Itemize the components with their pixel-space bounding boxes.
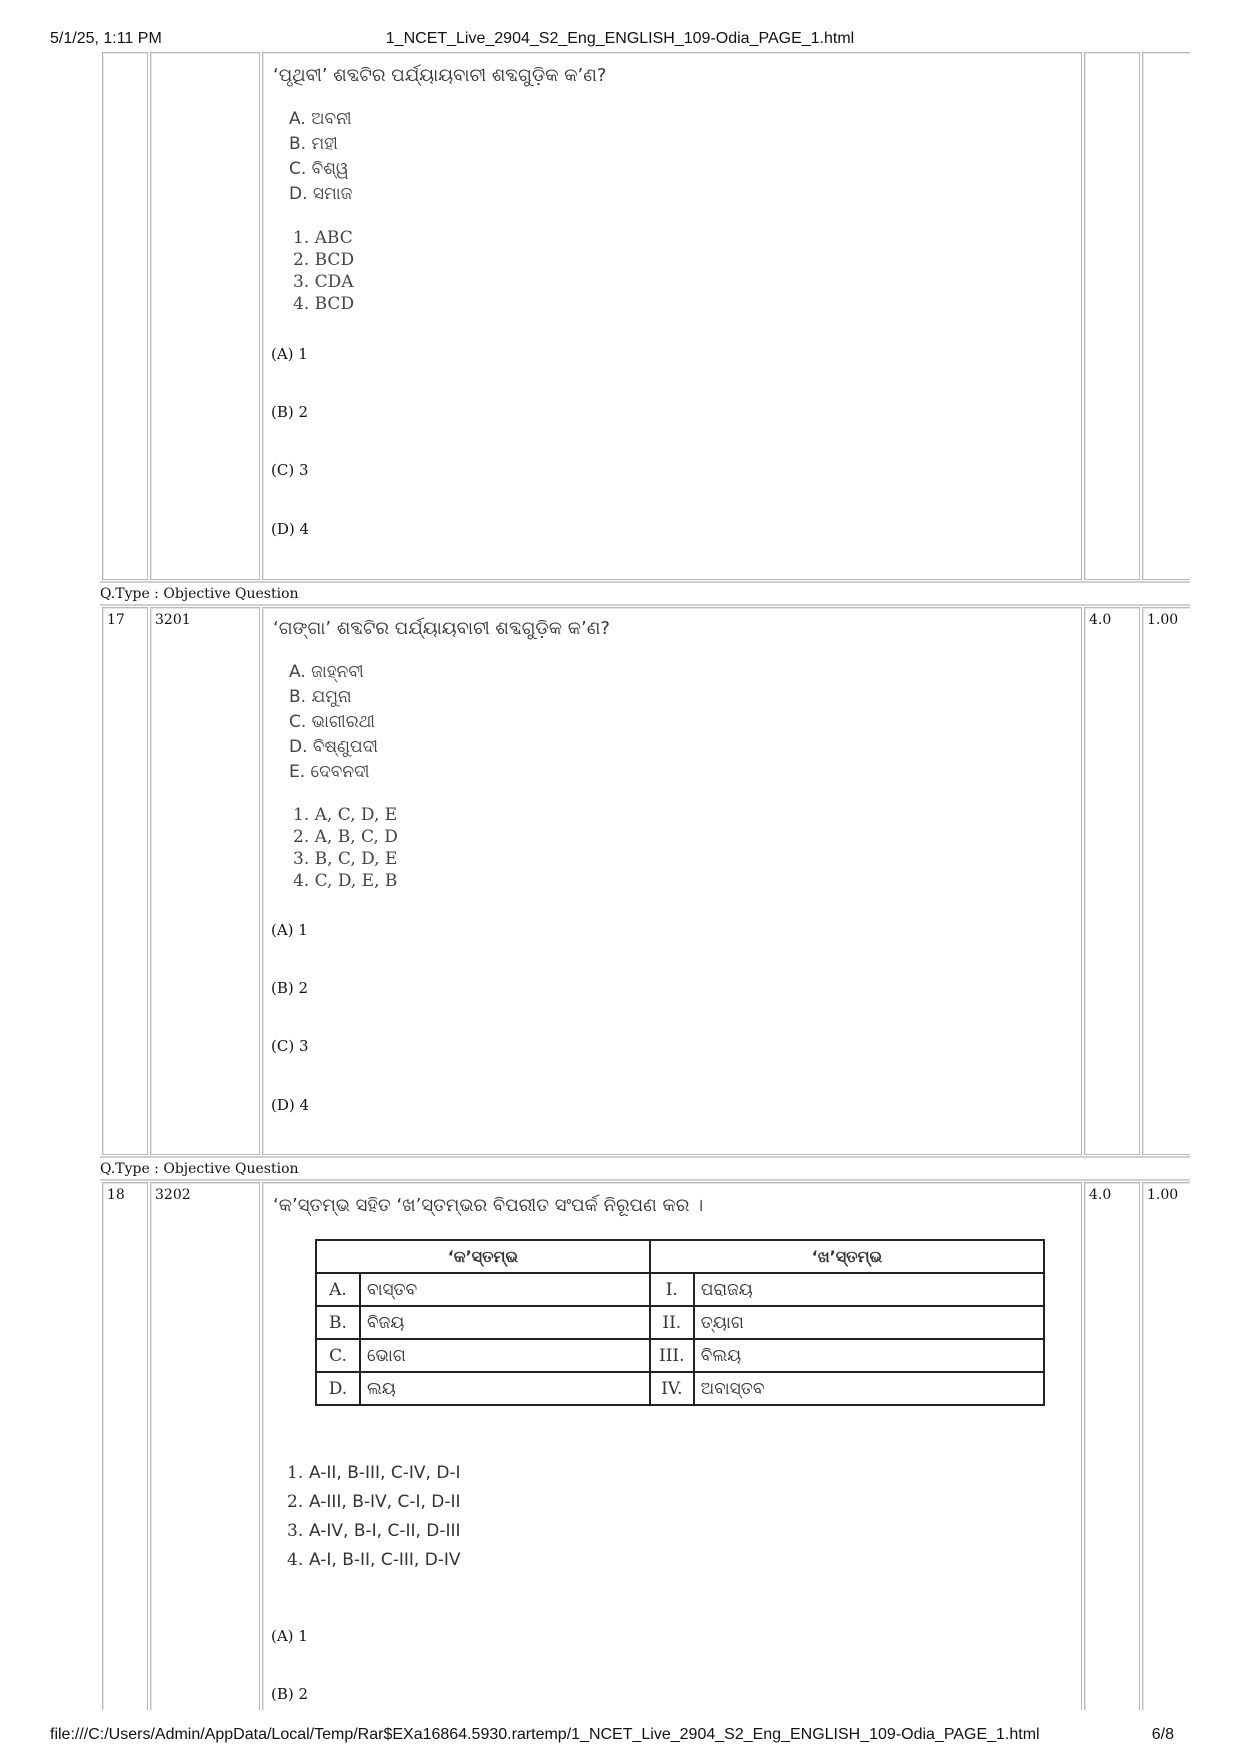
option-item: C. ଭାଗୀରଥୀ: [289, 712, 376, 732]
right-value: ତ୍ୟାଗ: [694, 1306, 1044, 1339]
option-item: D. ବିଷ୍ଣୁପଦୀ: [289, 737, 379, 757]
negative-marks-value: 1.00: [1147, 1187, 1179, 1203]
right-key: I.: [650, 1273, 694, 1306]
negative-marks-cell: [1142, 52, 1190, 580]
right-value: ବିଲୟ: [694, 1339, 1044, 1372]
choice-item: [287, 1546, 461, 1575]
choice-item: 2. A, B, C, D: [293, 827, 398, 847]
choice-number: 3.: [287, 1521, 304, 1541]
negative-marks-cell: [1142, 607, 1190, 1155]
choice-item: 4. C, D, E, B: [293, 871, 398, 891]
marks-value: 4.0: [1089, 612, 1112, 628]
choice-item: [287, 1517, 461, 1546]
right-key: III.: [650, 1339, 694, 1372]
question-type-label: Q.Type : Objective Question: [100, 586, 299, 602]
choice-item: [287, 1459, 461, 1488]
marks-value: 4.0: [1089, 1187, 1112, 1203]
answer-option-a: (A) 1: [271, 345, 308, 363]
question-sheet: [100, 52, 1190, 1710]
answer-option-a: (A) 1: [271, 1627, 308, 1645]
option-item: D. ସମାଜ: [289, 184, 353, 204]
option-item: A. ଅବନୀ: [289, 109, 352, 129]
option-item: B. ଯମୁନା: [289, 687, 352, 707]
question-id: 3201: [155, 612, 191, 628]
question-row-17: [100, 607, 1190, 1155]
answer-option-b: (B) 2: [271, 403, 309, 421]
match-table-row: [316, 1372, 1044, 1405]
negative-marks-value: 1.00: [1147, 612, 1179, 628]
answer-option-c: (C) 3: [271, 1037, 309, 1055]
serial-cell: [102, 1182, 148, 1710]
option-item: E. ଦେବନଦୀ: [289, 762, 370, 782]
option-item: B. ମହୀ: [289, 134, 338, 154]
divider: [100, 1179, 1190, 1181]
choice-number: 4.: [287, 1550, 304, 1570]
right-key: II.: [650, 1306, 694, 1339]
choice-item: 1. ABC: [293, 228, 353, 248]
right-value: ପରାଜୟ: [694, 1273, 1044, 1306]
choice-list: [293, 227, 354, 315]
negative-marks-cell: [1142, 1182, 1190, 1710]
question-row-18: [100, 1182, 1190, 1710]
option-list: [289, 660, 378, 785]
left-value: ଭୋଗ: [360, 1339, 650, 1372]
print-footer: [0, 1726, 1240, 1748]
choice-list: [287, 1459, 461, 1575]
question-row-16: [100, 52, 1190, 580]
print-datetime: 5/1/25, 1:11 PM: [50, 30, 162, 47]
match-table-row: [316, 1306, 1044, 1339]
answer-option-b: (B) 2: [271, 1685, 309, 1703]
marks-cell: [1084, 607, 1140, 1155]
question-body-cell: [262, 52, 1082, 580]
right-key: IV.: [650, 1372, 694, 1405]
choice-text: A-I, B-II, C-III, D-IV: [309, 1550, 461, 1570]
choice-list: [293, 804, 398, 892]
question-text: ‘କ’ସ୍ତମ୍ଭ ସହିତ ‘ଖ’ସ୍ତମ୍ଭର ବିପରୀତ ସଂପର୍କ ନିରୂପଣ କର ।: [273, 1195, 704, 1216]
right-value: ଅବାସ୍ତବ: [694, 1372, 1044, 1405]
choice-item: 4. BCD: [293, 294, 355, 314]
left-value: ବିଜୟ: [360, 1306, 650, 1339]
question-id: 3202: [155, 1187, 191, 1203]
answer-option-a: (A) 1: [271, 921, 308, 939]
option-item: C. ବିଶ୍ୱ: [289, 159, 349, 179]
question-id-cell: [150, 52, 260, 580]
left-value: ଲୟ: [360, 1372, 650, 1405]
answer-option-d: (D) 4: [271, 1096, 310, 1114]
question-body-cell: [262, 1182, 1082, 1710]
choice-text: A-II, B-III, C-IV, D-I: [309, 1463, 461, 1483]
choice-item: 2. BCD: [293, 250, 355, 270]
answer-option-b: (B) 2: [271, 979, 309, 997]
match-table: [315, 1239, 1045, 1406]
divider: [100, 604, 1190, 606]
serial-number: 18: [107, 1187, 125, 1203]
marks-cell: [1084, 1182, 1140, 1710]
serial-cell: [102, 607, 148, 1155]
option-item: A. ଜାହ୍ନବୀ: [289, 662, 364, 682]
print-header: [0, 30, 1240, 52]
choice-text: A-IV, B-I, C-II, D-III: [309, 1521, 461, 1541]
marks-cell: [1084, 52, 1140, 580]
answer-option-c: (C) 3: [271, 461, 309, 479]
left-value: ବାସ୍ତବ: [360, 1273, 650, 1306]
choice-item: 3. B, C, D, E: [293, 849, 398, 869]
divider: [100, 581, 1190, 583]
print-page-number: 6/8: [1151, 1726, 1174, 1743]
serial-cell: [102, 52, 148, 580]
choice-number: 1.: [287, 1463, 304, 1483]
question-text: ‘ପୃଥିବୀ’ ଶବ୍ଦଟିର ପର୍ଯ୍ୟାୟବାଚୀ ଶବ୍ଦଗୁଡ଼ିକ କ’ଣ?: [273, 65, 607, 86]
choice-text: A-III, B-IV, C-I, D-II: [309, 1492, 461, 1512]
column-b-heading: ‘ଖ’ସ୍ତମ୍ଭ: [650, 1240, 1044, 1273]
choice-item: 1. A, C, D, E: [293, 805, 398, 825]
left-key: A.: [316, 1273, 360, 1306]
match-table-row: [316, 1339, 1044, 1372]
option-list: [289, 107, 352, 207]
question-body-cell: [262, 607, 1082, 1155]
print-url: file:///C:/Users/Admin/AppData/Local/Temp/Rar$EXa16864.5930.rartemp/1_NCET_Live_2904_S2_Eng_ENGLISH_109-Odia_PAGE_1.html: [50, 1726, 1040, 1743]
question-type-label: Q.Type : Objective Question: [100, 1161, 299, 1177]
match-table-header: [316, 1240, 1044, 1273]
choice-number: 2.: [287, 1492, 304, 1512]
choice-item: [287, 1488, 461, 1517]
answer-option-d: (D) 4: [271, 520, 310, 538]
question-text: ‘ଗଙ୍ଗା’ ଶବ୍ଦଟିର ପର୍ଯ୍ୟାୟବାଚୀ ଶବ୍ଦଗୁଡ଼ିକ କ’ଣ?: [273, 618, 610, 639]
column-a-heading: ‘କ’ସ୍ତମ୍ଭ: [316, 1240, 650, 1273]
question-id-cell: [150, 607, 260, 1155]
left-key: D.: [316, 1372, 360, 1405]
print-title: 1_NCET_Live_2904_S2_Eng_ENGLISH_109-Odia_PAGE_1.html: [385, 30, 855, 47]
serial-number: 17: [107, 612, 125, 628]
match-table-row: [316, 1273, 1044, 1306]
left-key: B.: [316, 1306, 360, 1339]
question-id-cell: [150, 1182, 260, 1710]
divider: [100, 1156, 1190, 1158]
left-key: C.: [316, 1339, 360, 1372]
choice-item: 3. CDA: [293, 272, 354, 292]
